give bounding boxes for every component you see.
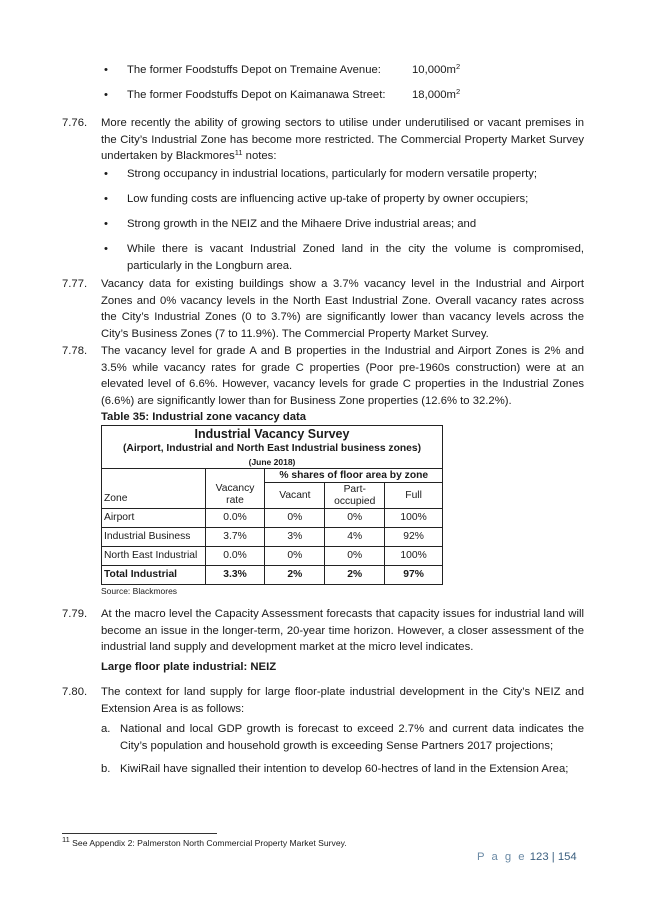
table-total-row: Total Industrial 3.3% 2% 2% 97% (102, 566, 443, 585)
table-subtitle: (Airport, Industrial and North East Industrial business zones) (102, 442, 443, 456)
header-vacant: Vacant (265, 483, 325, 509)
bullet-value: $18,000m^2$ (412, 87, 461, 101)
paragraph-7-76: More recently the ability of growing sectors to utilise under underutilised or vacant premises in the City’s Industrial Zone has become more restricted. The Commercial Property Market Survey undertaken by Blackmores$^{11}$ notes: (101, 117, 584, 163)
list-letter: a. (101, 723, 111, 735)
paragraph-number: 7.79. (62, 608, 88, 620)
list-item: KiwiRail have signalled their intention to develop 60-hectres of land in the Extension Area; (120, 763, 569, 775)
list-letter: b. (101, 763, 111, 775)
bullet-dot: • (104, 64, 108, 76)
table-source: Source: Blackmores (101, 586, 178, 596)
table-title: Industrial Vacancy Survey (102, 426, 443, 443)
section-heading: Large floor plate industrial: NEIZ (101, 661, 277, 673)
footnote-ref: 11 (234, 148, 243, 158)
bullet-value: $10,000m^2$ (412, 62, 461, 76)
bullet-dot: • (104, 193, 108, 205)
bullet-text: Strong occupancy in industrial locations, particularly for modern versatile property; (127, 168, 538, 180)
bullet-dot: • (104, 89, 108, 101)
footnote: $^{11}$ See Appendix 2: Palmerston North Commercial Property Market Survey. (62, 835, 347, 848)
bullet-dot: • (104, 218, 108, 230)
table-row: Airport 0.0% 0% 0% 100% (102, 509, 443, 528)
bullet-dot: • (104, 243, 108, 255)
bullet-dot: • (104, 168, 108, 180)
paragraph-number: 7.80. (62, 686, 88, 698)
bullet-text: Strong growth in the NEIZ and the Mihaere Drive industrial areas; and (127, 218, 477, 230)
group-header: % shares of floor area by zone (265, 469, 443, 483)
header-part-occupied: Part-occupied (325, 483, 385, 509)
bullet-text: The former Foodstuffs Depot on Kaimanawa Street: (127, 89, 386, 101)
paragraph-7-80: The context for land supply for large floor-plate industrial development in the City’s NEIZ and Extension Area is as follows: (101, 686, 584, 715)
paragraph-7-79: At the macro level the Capacity Assessment forecasts that capacity issues for industrial land will become an issue in the longer-term, 20-year time horizon. However, a closer assessment of the industrial land supply and development market at the micro level indicates. (101, 608, 584, 654)
paragraph-number: 7.77. (62, 278, 88, 290)
bullet-text: While there is vacant Industrial Zoned land in the city the volume is compromised, particularly in the Longburn area. (127, 243, 584, 272)
bullet-text: The former Foodstuffs Depot on Tremaine Avenue: (127, 64, 381, 76)
paragraph-7-78: The vacancy level for grade A and B properties in the Industrial and Airport Zones is 2% and 3.5% while vacancy rates for grade C properties (Poor pre-1960s construction) were at an elevated level of 6.6%. However, vacancy levels for grade C properties in the Industrial Zones (6.6%) are significantly lower than for Business Zone properties (12.6% to 32.2%). (101, 345, 584, 407)
header-full: Full (385, 483, 443, 509)
paragraph-number: 7.76. (62, 117, 88, 129)
footnote-divider (62, 833, 217, 834)
paragraph-number: 7.78. (62, 345, 88, 357)
page-number: P a g e 123 | 154 (477, 851, 577, 863)
table-caption: Table 35: Industrial zone vacancy data (101, 411, 307, 423)
table-date: (June 2018) (102, 456, 443, 469)
header-vacancy-rate: Vacancy rate (205, 483, 265, 509)
paragraph-7-77: Vacancy data for existing buildings show a 3.7% vacancy level in the Industrial and Airport Zones and 0% vacancy levels in the North East Industrial Zone. Overall vacancy rates across the City’s Industrial Zones (0 to 3.7%) are significantly lower than vacancy levels across the City’s Business Zones (7 to 11.9%). The Commercial Property Market Survey. (101, 278, 584, 340)
vacancy-table (101, 425, 443, 585)
header-zone: Zone (102, 469, 206, 509)
table-row: North East Industrial 0.0% 0% 0% 100% (102, 547, 443, 566)
list-item: National and local GDP growth is forecast to exceed 2.7% and current data indicates the City’s population and household growth is exceeding Sense Partners 2017 projections; (120, 723, 584, 752)
bullet-text: Low funding costs are influencing active up-take of property by owner occupiers; (127, 193, 529, 205)
table-row: Industrial Business 3.7% 3% 4% 92% (102, 528, 443, 547)
